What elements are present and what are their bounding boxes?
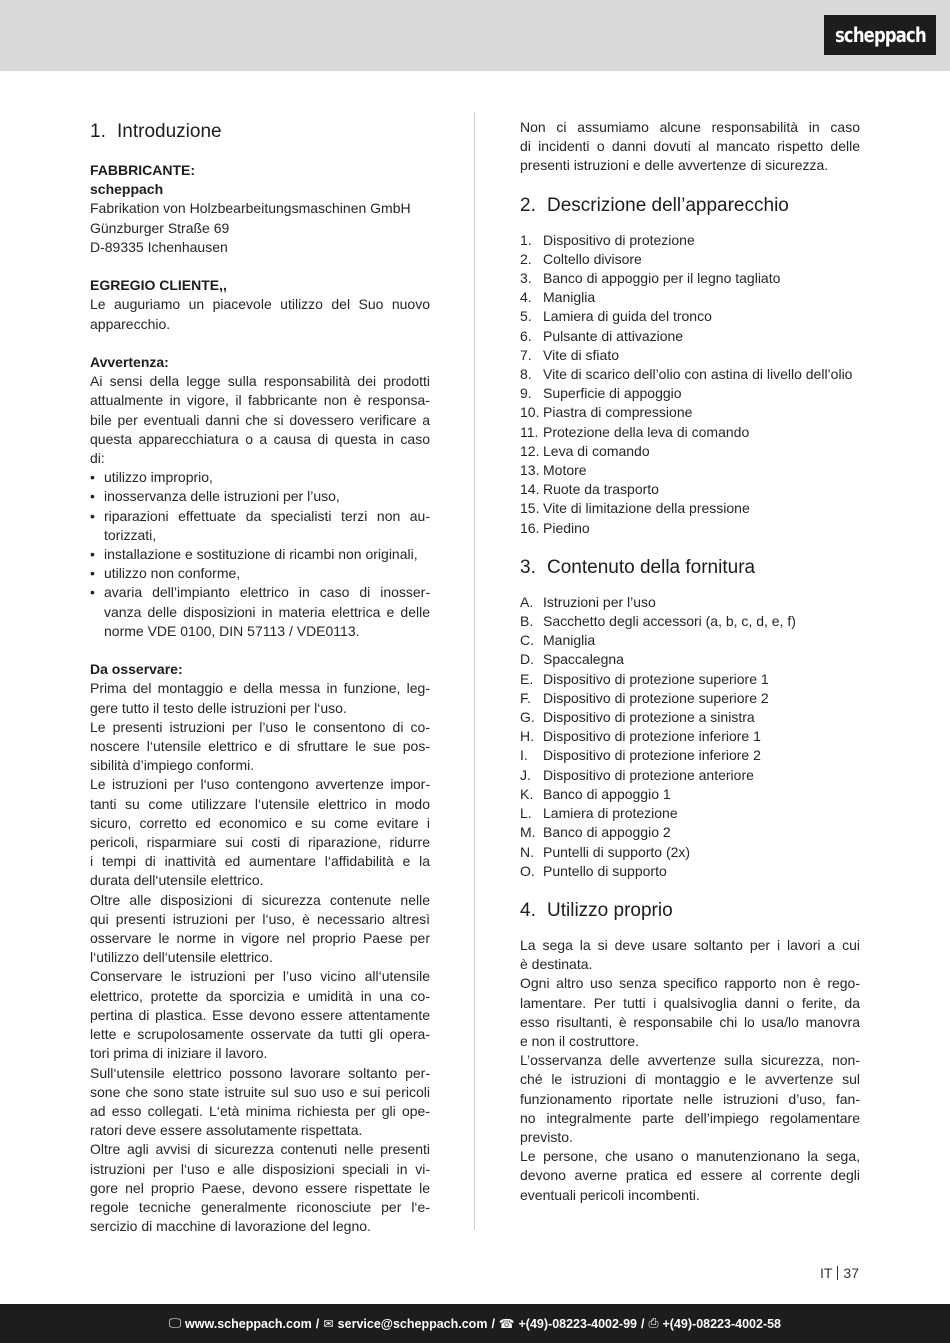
- observe-line: istruzioni per l‘uso e alle disposizioni speciali in vi-: [90, 1160, 430, 1177]
- page-number-value: 37: [843, 1265, 859, 1281]
- delivery-item-number: E.: [520, 670, 534, 687]
- customer-label: EGREGIO CLIENTE,,: [90, 277, 227, 294]
- bullet-item: [90, 564, 430, 583]
- device-part-item-text: Dispositivo di protezione: [543, 231, 695, 248]
- footer-separator: /: [641, 1316, 645, 1331]
- observe-line: lette e scrupolosamente osservate da tutti gli opera-: [90, 1026, 430, 1043]
- bullet-item-text: riparazioni effettuate da specialisti terzi non au-: [104, 507, 430, 524]
- device-part-item-text: Vite di limitazione della pressione: [543, 500, 750, 517]
- observe-line: Conservare le istruzioni per l’uso vicino all‘utensile: [90, 968, 430, 985]
- warning-line: attualmente in vigore, il fabbricante non è responsa-: [90, 392, 430, 409]
- device-part-item: [520, 346, 860, 365]
- intended-use-line: Ogni altro uso senza specifico rapporto non è rego-: [520, 975, 860, 992]
- device-part-item-number: 7.: [520, 346, 532, 363]
- device-part-item: [520, 499, 860, 518]
- intended-use-line: devono averne pratica ed essere al corrente degli: [520, 1167, 860, 1184]
- delivery-item-text: Istruzioni per l’uso: [543, 593, 656, 610]
- bullet-item-text: utilizzo improprio,: [104, 469, 213, 486]
- delivery-item-text: Banco di appoggio 2: [543, 824, 671, 841]
- page-language: IT: [819, 1265, 833, 1281]
- device-part-item-number: 14.: [520, 481, 540, 498]
- device-part-item-text: Maniglia: [543, 289, 596, 306]
- observe-line: l‘utilizzo dell‘utensile elettrico.: [90, 949, 273, 966]
- delivery-item-number: J.: [520, 766, 531, 783]
- device-part-item-number: 9.: [520, 385, 532, 402]
- device-part-item: [520, 423, 860, 442]
- device-part-item-text: Ruote da trasporto: [543, 481, 659, 498]
- section-1-number: 1.: [90, 121, 106, 142]
- warning-line: bile per eventuali danni che si dovessero verificare a: [90, 411, 430, 428]
- observe-line: regole tecniche generalmente riconosciute per l‘e-: [90, 1198, 430, 1215]
- intended-use-line: e non il costruttore.: [520, 1032, 640, 1049]
- manufacturer-name: scheppach: [90, 181, 164, 198]
- device-part-item: [520, 461, 860, 480]
- intended-use-line: eventuali pericoli incombenti.: [520, 1186, 700, 1203]
- warning-line: Ai sensi della legge sulla responsabilità dei prodotti: [90, 373, 430, 390]
- device-part-item-text: Vite di sfiato: [543, 346, 620, 363]
- section-4-number: 4.: [520, 899, 536, 921]
- intended-use-line: La sega la si deve usare soltanto per i lavori a cui: [520, 936, 860, 953]
- section-3-title: Contenuto della fornitura: [547, 556, 756, 578]
- section-3-heading: [520, 554, 860, 581]
- delivery-item: [520, 670, 860, 689]
- section-4-heading: [520, 897, 860, 924]
- observe-line: sibilità d’impiego conformi.: [90, 757, 255, 774]
- bullet-dot-icon: •: [90, 546, 95, 563]
- observe-line: sicuro, corretto ed economico e su come evitare i: [90, 814, 430, 831]
- delivery-item: [520, 843, 860, 862]
- observe-line: sercizio di macchine di lavorazione del legno.: [90, 1218, 371, 1235]
- device-part-item-number: 5.: [520, 308, 532, 325]
- device-part-item-number: 10.: [520, 404, 540, 421]
- bullet-dot-icon: •: [90, 584, 95, 601]
- observe-line: tanti su come utilizzare l‘utensile elettrico in modo: [90, 795, 430, 812]
- observe-line: osservare le norme in vigore nel proprio Paese per: [90, 930, 430, 947]
- section-3-number: 3.: [520, 556, 536, 578]
- left-column: [90, 118, 430, 1236]
- delivery-item-text: Spaccalegna: [543, 651, 624, 668]
- intended-use-line: lamentare. Per tutti i qualsivoglia danni o ferite, da: [520, 994, 860, 1011]
- delivery-item: [520, 689, 860, 708]
- fax-icon: ⎙: [648, 1316, 659, 1330]
- device-part-item: [520, 269, 860, 288]
- device-part-item: [520, 250, 860, 269]
- intended-use-line: funzionamento riportate nelle istruzioni d’uso, fan-: [520, 1090, 860, 1107]
- warning-bullet-list: [90, 468, 430, 641]
- device-part-item-text: Vite di scarico dell’olio con astina di livello dell’olio: [543, 366, 853, 383]
- device-part-item-number: 16.: [520, 519, 540, 536]
- device-part-item-text: Coltello divisore: [543, 250, 642, 267]
- intended-use-line: previsto.: [520, 1128, 573, 1145]
- observe-line: Le istruzioni per l‘uso contengono avvertenze impor-: [90, 776, 430, 793]
- observe-line: Prima del montaggio e della messa in funzione, leg-: [90, 680, 430, 697]
- section-2-title: Descrizione dell’apparecchio: [547, 194, 789, 216]
- device-part-item: [520, 365, 860, 384]
- bullet-dot-icon: •: [90, 507, 95, 524]
- section-1-title: Introduzione: [117, 121, 222, 142]
- intended-use-text: [520, 936, 860, 1205]
- delivery-item-number: M.: [520, 824, 536, 841]
- delivery-contents-list: [520, 593, 860, 881]
- delivery-item-number: C.: [520, 632, 534, 649]
- delivery-item-number: O.: [520, 862, 535, 879]
- delivery-item: [520, 804, 860, 823]
- delivery-item-number: F.: [520, 689, 531, 706]
- bullet-item-text: norme VDE 0100, DIN 57113 / VDE0113.: [104, 622, 360, 639]
- section-1-heading: [90, 118, 430, 145]
- device-part-item: [520, 327, 860, 346]
- delivery-item-text: Puntello di supporto: [543, 862, 667, 879]
- device-part-item-number: 2.: [520, 250, 532, 267]
- footer-website[interactable]: www.scheppach.com: [185, 1316, 312, 1331]
- observe-line: durata dell‘utensile elettrico.: [90, 872, 264, 889]
- device-part-item-text: Leva di comando: [543, 442, 650, 459]
- device-part-item-text: Protezione della leva di comando: [543, 423, 750, 440]
- section-4-title: Utilizzo proprio: [547, 899, 673, 921]
- observe-line: tori prima di iniziare il lavoro.: [90, 1045, 268, 1062]
- device-part-item: [520, 519, 860, 538]
- bullet-item-text: avaria dell’impianto elettrico in caso di inosser-: [104, 584, 430, 601]
- delivery-item-number: L.: [520, 805, 532, 822]
- device-part-item-text: Piastra di compressione: [543, 404, 693, 421]
- observe-line: sone che sono state istruite sul suo uso e sui pericoli: [90, 1083, 430, 1100]
- delivery-item-number: N.: [520, 843, 534, 860]
- observe-label: Da osservare:: [90, 661, 183, 678]
- device-part-item-text: Superficie di appoggio: [543, 385, 682, 402]
- delivery-item: [520, 727, 860, 746]
- delivery-item: [520, 862, 860, 881]
- monitor-icon: 🖵: [168, 1316, 182, 1330]
- intended-use-line: L’osservanza delle avvertenze sulla sicurezza, non-: [520, 1052, 860, 1069]
- bullet-item-text: torizzati,: [104, 526, 157, 543]
- footer-separator: /: [491, 1316, 495, 1331]
- delivery-item: [520, 612, 860, 631]
- delivery-item-number: G.: [520, 709, 535, 726]
- page-number-separator: [837, 1266, 838, 1280]
- delivery-item: [520, 708, 860, 727]
- bullet-item: [90, 468, 430, 487]
- device-part-item-number: 12.: [520, 442, 540, 459]
- section-2-heading: [520, 192, 860, 219]
- delivery-item-text: Lamiera di protezione: [543, 805, 678, 822]
- delivery-item-number: K.: [520, 785, 534, 802]
- delivery-item: [520, 766, 860, 785]
- device-part-item-number: 11.: [520, 423, 539, 440]
- delivery-item: [520, 631, 860, 650]
- delivery-item: [520, 746, 860, 765]
- bullet-dot-icon: •: [90, 565, 95, 582]
- observe-line: gore nel proprio Paese, devono essere rispettate le: [90, 1179, 430, 1196]
- delivery-item-text: Puntelli di supporto (2x): [543, 843, 691, 860]
- page-number: [820, 1264, 859, 1283]
- bullet-dot-icon: •: [90, 488, 95, 505]
- bullet-dot-icon: •: [90, 469, 95, 486]
- delivery-item-text: Dispositivo di protezione anteriore: [543, 766, 754, 783]
- observe-line: pericoli, risparmiare sui costi di riparazione, ridurre: [90, 834, 430, 851]
- delivery-item-text: Dispositivo di protezione superiore 2: [543, 689, 769, 706]
- delivery-item: [520, 823, 860, 842]
- intended-use-line: ché le istruzioni di montaggio e le avvertenze sul: [520, 1071, 860, 1088]
- delivery-item-text: Dispositivo di protezione a sinistra: [543, 709, 755, 726]
- intended-use-line: è destinata.: [520, 956, 593, 973]
- delivery-item-text: Dispositivo di protezione inferiore 2: [543, 747, 761, 764]
- device-part-item: [520, 480, 860, 499]
- observe-line: Sull‘utensile elettrico possono lavorare soltanto per-: [90, 1064, 430, 1081]
- device-part-item-number: 13.: [520, 462, 540, 479]
- intended-use-line: no integralmente parte dell’impiego regolamentare: [520, 1109, 860, 1126]
- delivery-item-number: B.: [520, 613, 534, 630]
- customer-line: apparecchio.: [90, 315, 171, 332]
- delivery-item-text: Maniglia: [543, 632, 596, 649]
- delivery-item-number: H.: [520, 728, 534, 745]
- column-divider: [474, 112, 475, 1230]
- device-part-item-number: 1.: [520, 231, 532, 248]
- warning-text: [90, 372, 430, 449]
- delivery-item: [520, 593, 860, 612]
- observe-line: gere tutto il testo delle istruzioni per l‘uso.: [90, 699, 347, 716]
- delivery-item: [520, 785, 860, 804]
- observe-line: Oltre agli avvisi di sicurezza contenuti nelle presenti: [90, 1141, 430, 1158]
- brand-logo: [824, 15, 936, 55]
- delivery-item-number: A.: [520, 593, 534, 610]
- intended-use-line: esso risultanti, è responsabile chi lo usa/lo manovra: [520, 1013, 860, 1030]
- device-part-item-text: Piedino: [543, 519, 590, 536]
- delivery-item: [520, 650, 860, 669]
- manufacturer-label: FABBRICANTE:: [90, 162, 195, 178]
- liability-line: presenti istruzioni e delle avvertenze di sicurezza.: [520, 157, 829, 174]
- bullet-item: [90, 583, 430, 641]
- delivery-item-text: Sacchetto degli accessori (a, b, c, d, e, f): [543, 613, 796, 630]
- manufacturer-street: Günzburger Straße 69: [90, 219, 230, 236]
- observe-line: ratori deve essere assolutamente rispettata.: [90, 1122, 363, 1139]
- liability-line: Non ci assumiamo alcune responsabilità in caso: [520, 119, 860, 135]
- manufacturer-city: D-89335 Ichenhausen: [90, 238, 228, 255]
- observe-line: i tempi di inattività ed aumentare l‘affidabilità e la: [90, 853, 430, 870]
- delivery-item-number: D.: [520, 651, 534, 668]
- bullet-item: [90, 487, 430, 506]
- device-part-item-text: Motore: [543, 462, 587, 479]
- device-part-item-number: 6.: [520, 327, 532, 344]
- device-part-item-text: Pulsante di attivazione: [543, 327, 684, 344]
- bullet-item-text: utilizzo non conforme,: [104, 565, 241, 582]
- section-2-number: 2.: [520, 194, 536, 216]
- warning-label: Avvertenza:: [90, 354, 169, 370]
- warning-line: questa apparecchiatura o a causa di questa in caso: [90, 430, 430, 447]
- mail-icon: ✉: [323, 1317, 334, 1331]
- footer-phone: +(49)-08223-4002-99: [518, 1316, 637, 1331]
- customer-line: Le auguriamo un piacevole utilizzo del Suo nuovo: [90, 296, 430, 313]
- observe-line: pertina di plastica. Esse devono essere attentamente: [90, 1006, 430, 1023]
- device-part-item-number: 4.: [520, 289, 532, 306]
- device-part-item-number: 8.: [520, 366, 532, 383]
- device-part-item: [520, 231, 860, 250]
- delivery-item-text: Banco di appoggio 1: [543, 785, 671, 802]
- manufacturer-company: Fabrikation von Holzbearbeitungsmaschinen GmbH: [90, 200, 411, 217]
- observe-line: Le presenti istruzioni per l’uso le consentono di co-: [90, 718, 430, 735]
- brand-logo-text: scheppach: [834, 23, 926, 47]
- delivery-item-text: Dispositivo di protezione inferiore 1: [543, 728, 761, 745]
- observe-line: qui presenti istruzioni per l‘uso, è necessario altresì: [90, 910, 430, 927]
- device-part-item: [520, 442, 860, 461]
- bullet-item-text: vanza delle disposizioni in materia elettrica e delle: [104, 603, 430, 620]
- footer-fax: +(49)-08223-4002-58: [662, 1316, 781, 1331]
- bullet-item-text: installazione e sostituzione di ricambi non originali,: [104, 546, 418, 563]
- device-part-item-text: Banco di appoggio per il legno tagliato: [543, 270, 781, 287]
- observe-line: Oltre alle disposizioni di sicurezza contenute nelle: [90, 891, 430, 908]
- bullet-item: [90, 545, 430, 564]
- device-part-item-number: 3.: [520, 270, 532, 287]
- device-part-item: [520, 403, 860, 422]
- right-column: [520, 118, 860, 1205]
- observe-text: [90, 679, 430, 1236]
- bullet-item: [90, 507, 430, 545]
- bullet-item-text: inosservanza delle istruzioni per l’uso,: [104, 488, 340, 505]
- device-parts-list: [520, 231, 860, 538]
- intended-use-line: Le persone, che usano o manutenzionano la sega,: [520, 1148, 860, 1165]
- device-part-item-text: Lamiera di guida del tronco: [543, 308, 712, 325]
- device-part-item: [520, 384, 860, 403]
- footer-band: [0, 1304, 950, 1343]
- observe-line: elettrico, protette da sporcizia e umidità in una co-: [90, 987, 430, 1004]
- header-band: [0, 0, 950, 71]
- delivery-item-text: Dispositivo di protezione superiore 1: [543, 670, 769, 687]
- observe-line: ad esso collegati. L‘età minima richiesta per gli ope-: [90, 1102, 430, 1119]
- device-part-item-number: 15.: [520, 500, 540, 517]
- footer-separator: /: [315, 1316, 320, 1331]
- liability-text: [520, 118, 860, 156]
- warning-line: di:: [90, 450, 105, 467]
- delivery-item-number: I.: [520, 747, 528, 764]
- device-part-item: [520, 288, 860, 307]
- footer-email[interactable]: service@scheppach.com: [337, 1316, 488, 1331]
- liability-line: di incidenti o danni dovuti al mancato rispetto delle: [520, 138, 860, 155]
- phone-icon: ☎: [498, 1317, 515, 1331]
- device-part-item: [520, 307, 860, 326]
- observe-line: noscere l‘utensile elettrico e di sfruttare le sue pos-: [90, 738, 430, 755]
